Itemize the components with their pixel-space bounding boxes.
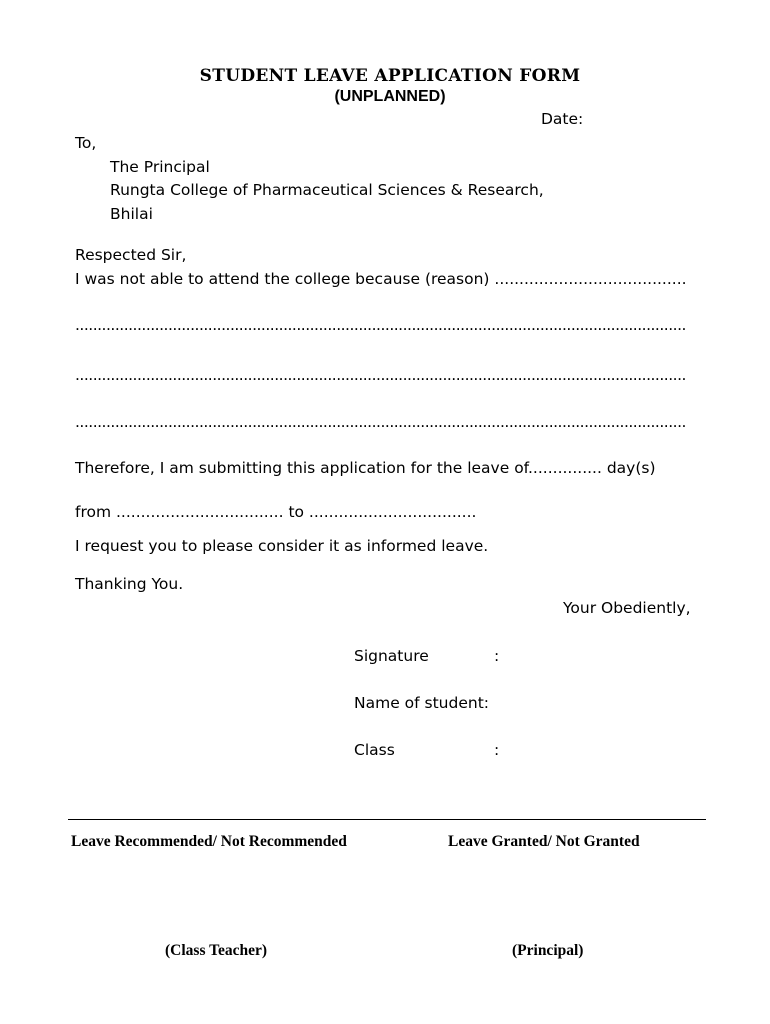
salutation: Respected Sir, [75, 246, 187, 264]
address-to: To, [75, 134, 97, 152]
request-line: I request you to please consider it as informed leave. [75, 537, 489, 555]
signature-colon: : [494, 647, 500, 665]
closing-line: Your Obediently, [563, 599, 691, 617]
blank-reason-line-3: .......................................................................................................................................... [75, 413, 686, 431]
address-line-college: Rungta College of Pharmaceutical Sciences & Research, [110, 181, 544, 199]
signature-label: Signature [354, 647, 429, 665]
class-label: Class [354, 741, 395, 759]
leave-days-line: Therefore, I am submitting this application for the leave of............... day(s) [75, 459, 656, 477]
reason-line: I was not able to attend the college because (reason) ....................................... [75, 270, 687, 288]
divider-rule [68, 819, 706, 820]
date-label: Date: [541, 110, 584, 128]
address-line-principal: The Principal [110, 158, 210, 176]
form-title: STUDENT LEAVE APPLICATION FORM [199, 66, 581, 86]
blank-reason-line-2: .......................................................................................................................................... [75, 366, 686, 384]
address-line-city: Bhilai [110, 205, 153, 223]
class-colon: : [494, 741, 500, 759]
thanking-line: Thanking You. [75, 575, 184, 593]
class-teacher-signatory: (Class Teacher) [165, 942, 268, 959]
form-subtitle: (UNPLANNED) [334, 88, 446, 105]
from-to-line: from .................................. to .................................. [75, 503, 477, 521]
blank-reason-line-1: .......................................................................................................................................... [75, 316, 686, 334]
student-name-label: Name of student: [354, 694, 489, 712]
grant-heading: Leave Granted/ Not Granted [448, 833, 640, 850]
principal-signatory: (Principal) [512, 942, 584, 959]
recommendation-heading: Leave Recommended/ Not Recommended [71, 833, 347, 850]
